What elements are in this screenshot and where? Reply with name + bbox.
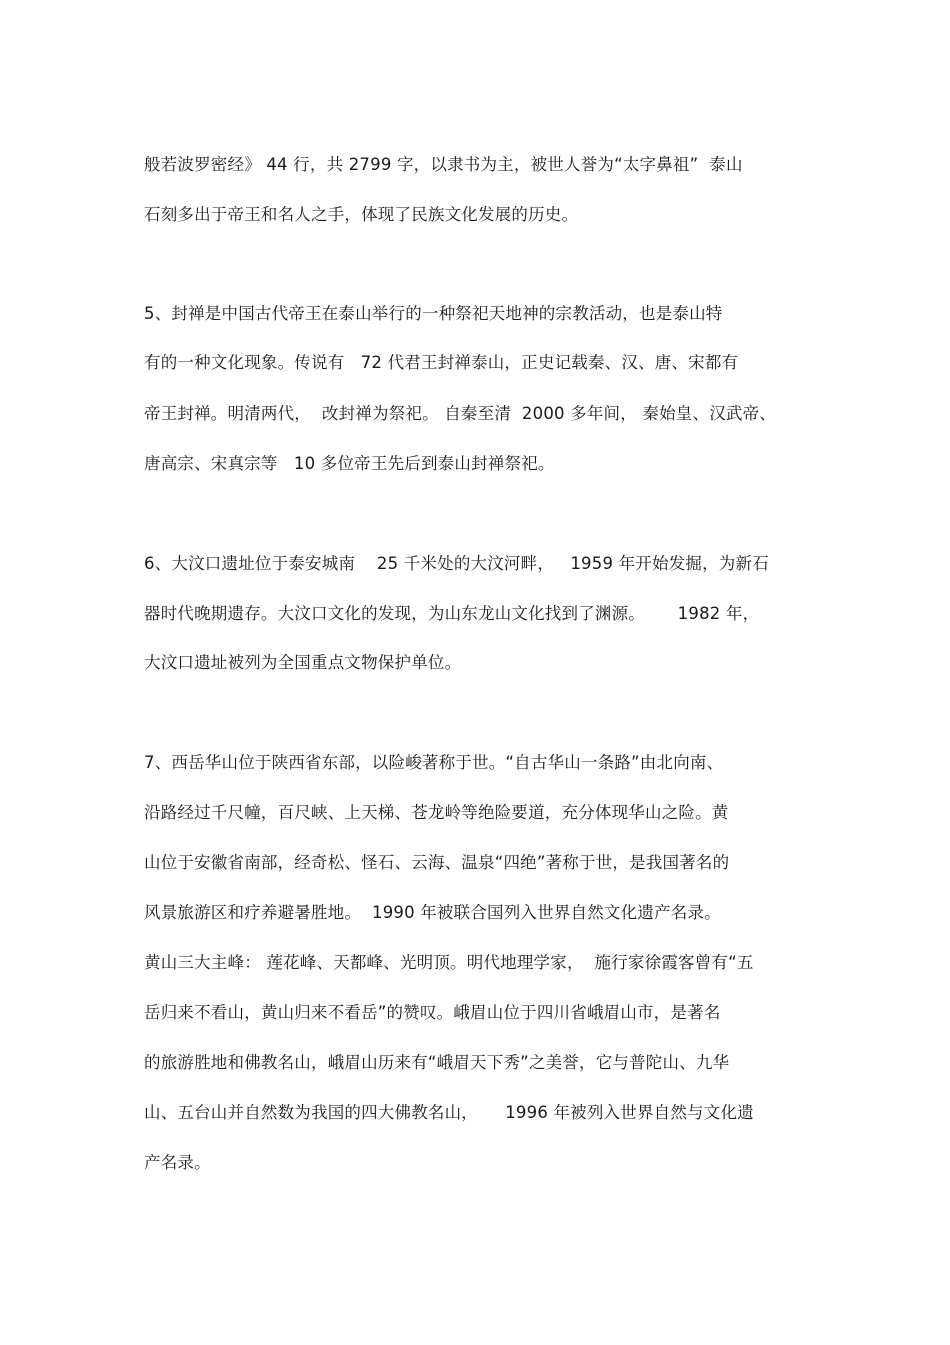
text-line: 般若波罗密经》 44 行，共 2799 字，以隶书为主，被世人誉为“太字鼻祖” 泰山	[144, 155, 743, 174]
paragraph-7-line: 的旅游胜地和佛教名山，峨眉山历来有“峨眉天下秀”之美誉，它与普陀山、九华	[144, 1053, 730, 1072]
paragraph-7-line: 岳归来不看山，黄山归来不看岳”的赞叹。峨眉山位于四川省峨眉山市，是著名	[144, 1003, 721, 1022]
text-line: 石刻多出于帝王和名人之手，体现了民族文化发展的历史。	[144, 205, 579, 224]
paragraph-5-line: 5、封禅是中国古代帝王在泰山举行的一种祭祀天地神的宗教活动，也是泰山特	[144, 304, 723, 323]
paragraph-5-line: 唐高宗、宋真宗等 10 多位帝王先后到泰山封禅祭祀。	[144, 454, 555, 473]
paragraph-7-line: 7、西岳华山位于陕西省东部，以险峻著称于世。“自古华山一条路”由北向南、	[144, 753, 724, 772]
paragraph-6-line: 大汶口遗址被列为全国重点文物保护单位。	[144, 653, 462, 672]
paragraph-7-line: 沿路经过千尺幢，百尺峡、上天梯、苍龙岭等绝险要道，充分体现华山之险。黄	[144, 803, 729, 822]
paragraph-7-line: 产名录。	[144, 1153, 211, 1172]
paragraph-5-line: 帝王封禅。明清两代， 改封禅为祭祀。 自秦至清 2000 多年间， 秦始皇、汉武帝、	[144, 404, 777, 423]
paragraph-6-line: 器时代晚期遗存。大汶口文化的发现，为山东龙山文化找到了渊源。 1982 年，	[144, 604, 760, 623]
paragraph-7-line: 山、五台山并自然数为我国的四大佛教名山， 1996 年被列入世界自然与文化遗	[144, 1103, 754, 1122]
paragraph-6-line: 6、大汶口遗址位于泰安城南 25 千米处的大汶河畔， 1959 年开始发掘，为新石	[144, 554, 769, 573]
paragraph-7-line: 黄山三大主峰： 莲花峰、天都峰、光明顶。明代地理学家， 施行家徐霞客曾有“五	[144, 953, 754, 972]
paragraph-5-line: 有的一种文化现象。传说有 72 代君王封禅泰山，正史记载秦、汉、唐、宋都有	[144, 353, 739, 372]
paragraph-7-line: 风景旅游区和疗养避暑胜地。 1990 年被联合国列入世界自然文化遗产名录。	[144, 903, 721, 922]
paragraph-7-line: 山位于安徽省南部，经奇松、怪石、云海、温泉“四绝”著称于世，是我国著名的	[144, 853, 730, 872]
